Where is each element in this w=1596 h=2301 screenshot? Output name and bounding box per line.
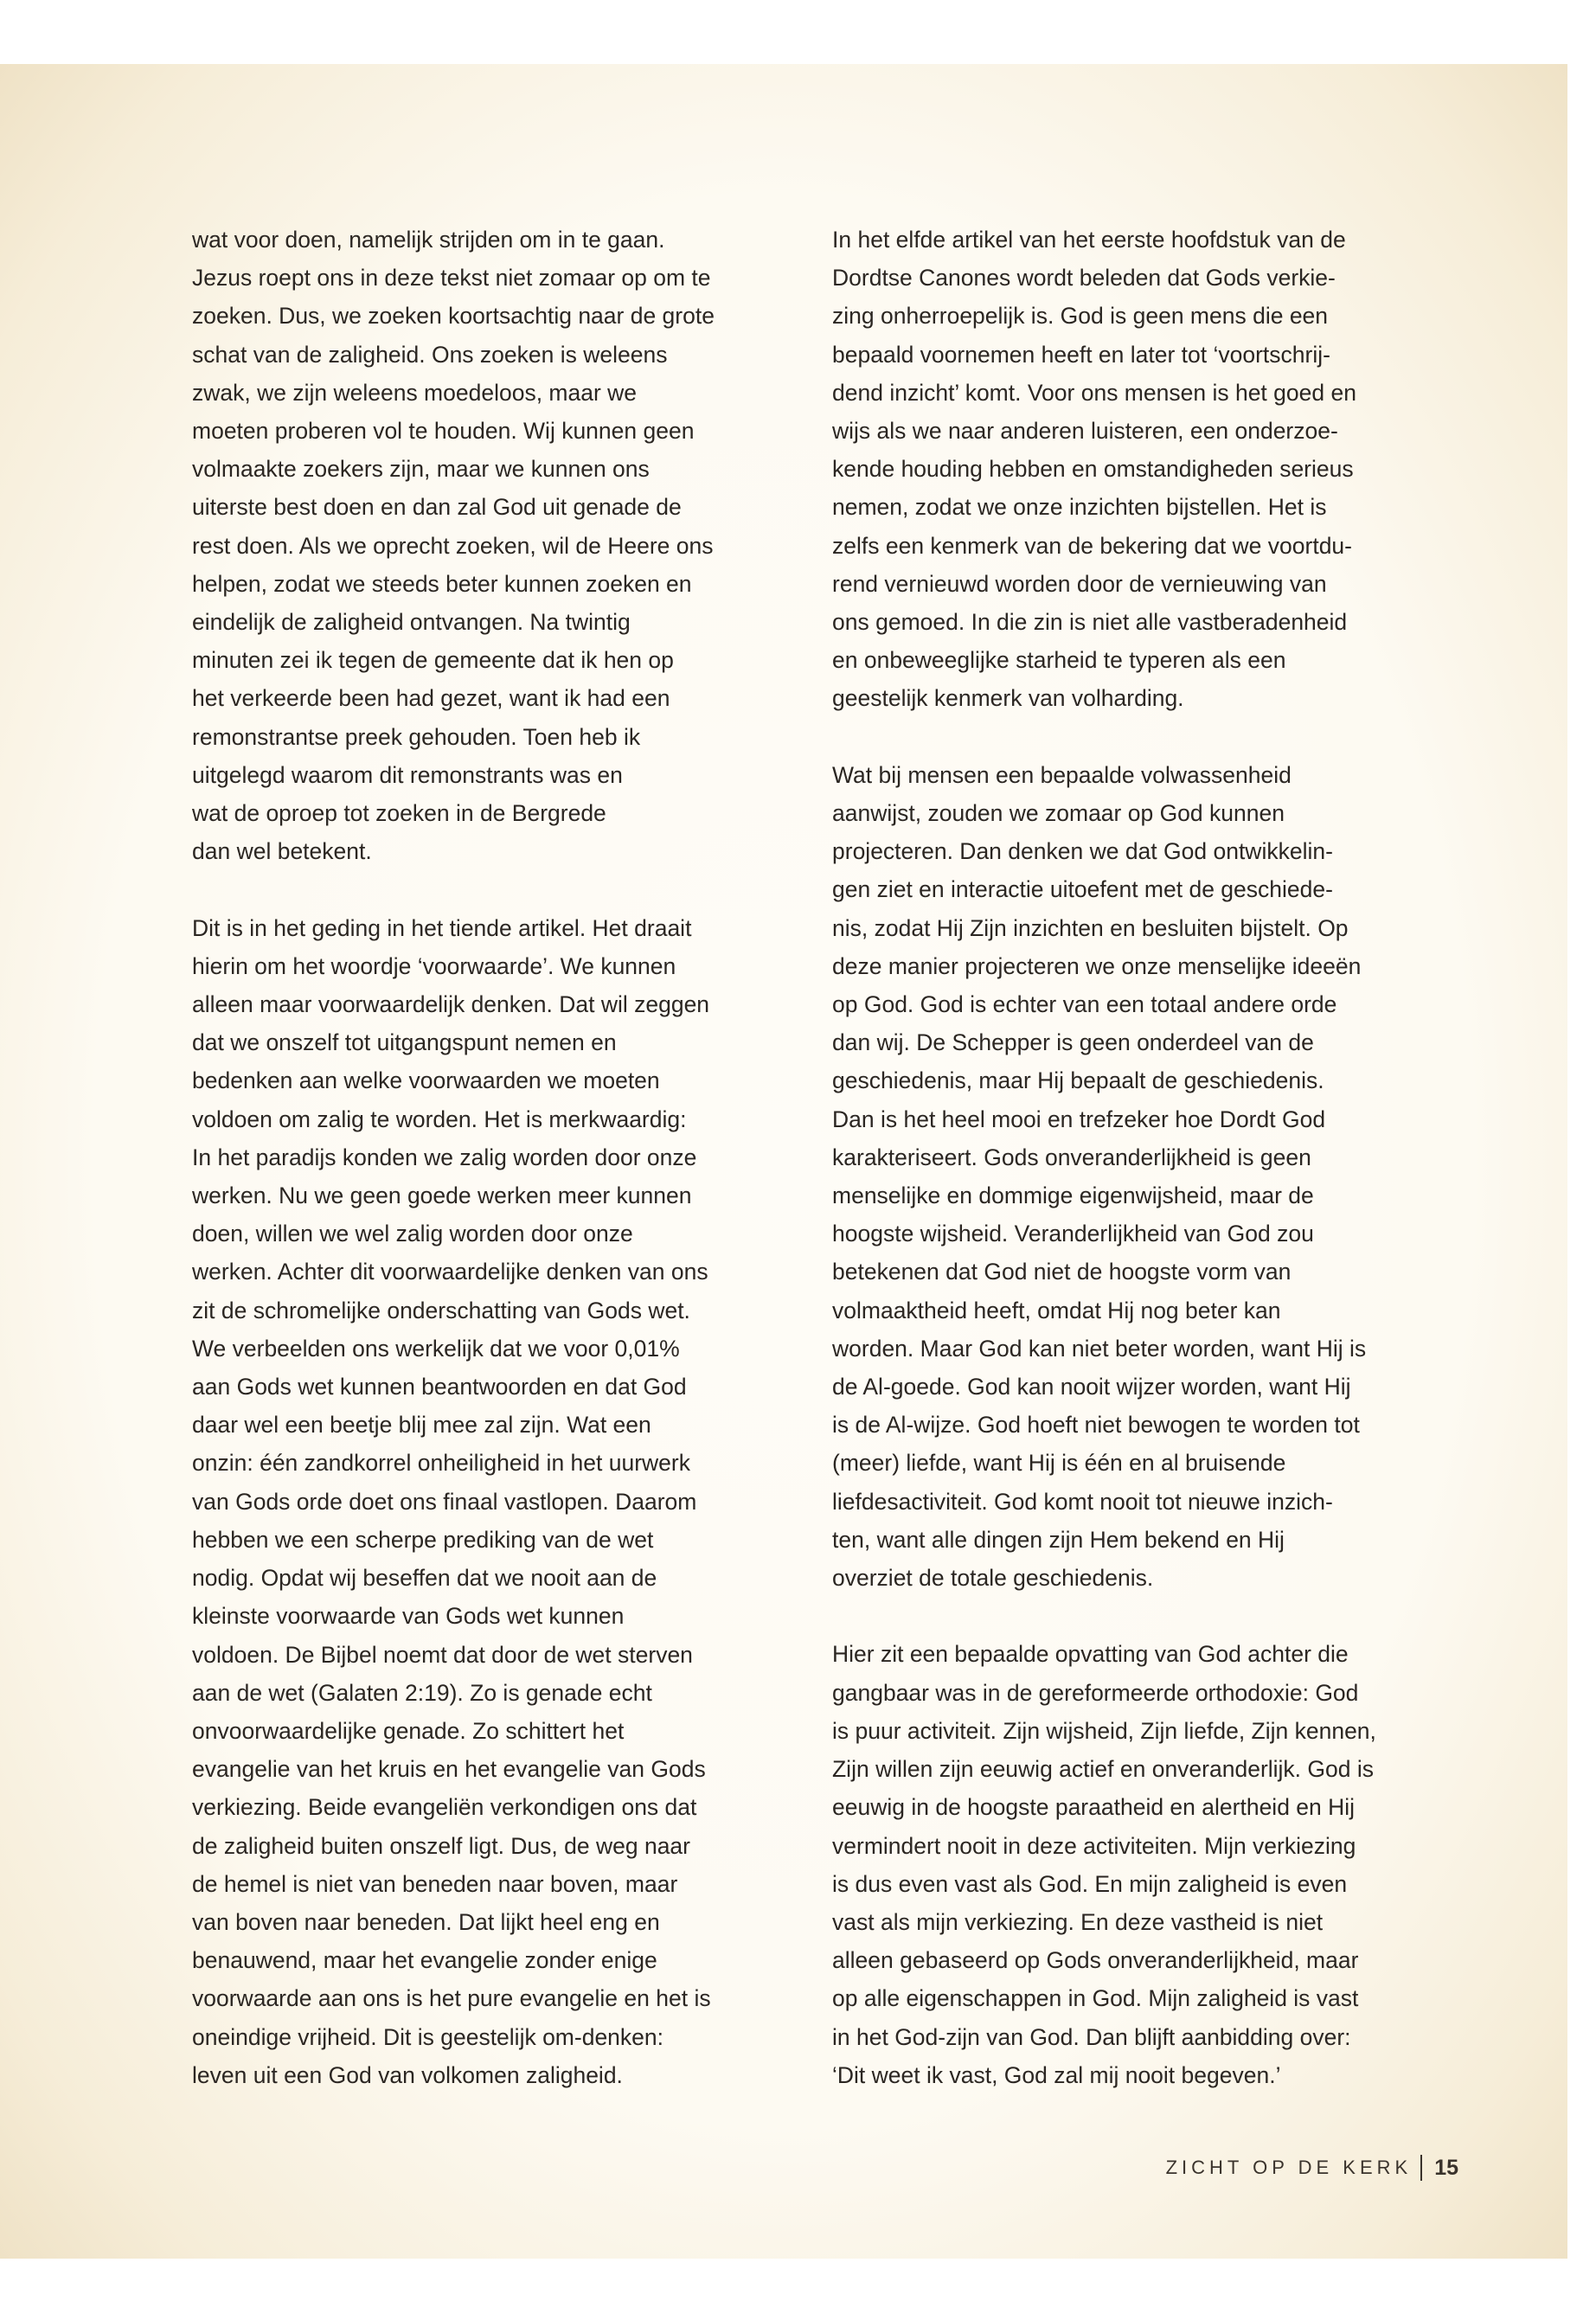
text-line: dend inzicht’ komt. Voor ons mensen is het goed en [832,379,1356,406]
text-line: helpen, zodat we steeds beter kunnen zoeken en [192,570,692,597]
text-line: hierin om het woordje ‘voorwaarde’. We kunnen [192,952,676,979]
text-line: kende houding hebben en omstandigheden serieus [832,456,1354,483]
text-line: is dus even vast als God. En mijn zaligheid is even [832,1870,1348,1897]
text-line: onzin: één zandkorrel onheiligheid in het uurwerk [192,1450,690,1477]
text-line: Dordtse Canones wordt beleden dat Gods verkie- [832,265,1336,292]
text-line: ‘Dit weet ik vast, God zal mij nooit begeven.’ [832,2061,1281,2088]
magazine-page [0,64,1567,2259]
text-line: zit de schromelijke onderschatting van Gods wet. [192,1297,690,1324]
text-line: aan Gods wet kunnen beantwoorden en dat God [192,1374,687,1400]
text-line: deze manier projecteren we onze menselijke ideeën [832,952,1362,979]
text-line: onvoorwaardelijke genade. Zo schittert het [192,1717,625,1744]
text-line: We verbeelden ons werkelijk dat we voor 0,01% [192,1335,680,1362]
text-line: liefdesactiviteit. God komt nooit tot nieuwe inzich- [832,1488,1333,1515]
text-line: vermindert nooit in deze activiteiten. Mijn verkiezing [832,1832,1356,1859]
text-line: op God. God is echter van een totaal andere orde [832,991,1337,1018]
text-line: bepaald voornemen heeft en later tot ‘voortschrij- [832,341,1330,368]
text-line: zing onherroepelijk is. God is geen mens die een [832,303,1329,330]
text-line: nodig. Opdat wij beseffen dat we nooit aan de [192,1565,657,1592]
text-line: zoeken. Dus, we zoeken koortsachtig naar de grote [192,303,715,330]
text-line: werken. Achter dit voorwaardelijke denken van ons [192,1259,708,1285]
text-line: volmaakte zoekers zijn, maar we kunnen ons [192,456,650,483]
paragraph [192,909,767,2094]
text-line: hoogste wijsheid. Veranderlijkheid van God zou [832,1221,1314,1247]
text-line: eeuwig in de hoogste paraatheid en alertheid en Hij [832,1794,1356,1821]
text-line: In het paradijs konden we zalig worden door onze [192,1144,697,1170]
text-line: is de Al-wijze. God hoeft niet bewogen te worden tot [832,1412,1360,1439]
text-line: worden. Maar God kan niet beter worden, want Hij is [832,1335,1367,1362]
text-line: oneindige vrijheid. Dit is geestelijk om-denken: [192,2023,664,2050]
text-line: zelfs een kenmerk van de bekering dat we voortdu- [832,532,1352,559]
text-line: de hemel is niet van beneden naar boven, maar [192,1870,678,1897]
text-line: gen ziet en interactie uitoefent met de geschiede- [832,876,1333,903]
text-line: de Al-goede. God kan nooit wijzer worden, want Hij [832,1374,1351,1400]
text-line: het verkeerde been had gezet, want ik had een [192,685,670,712]
text-line: kleinste voorwaarde van Gods wet kunnen [192,1603,625,1630]
magazine-title: ZICHT OP DE KERK [1165,2157,1413,2178]
text-line: wat de oproep tot zoeken in de Bergrede [192,800,606,827]
paragraph [832,1635,1407,2093]
text-line: benauwend, maar het evangelie zonder enige [192,1947,657,1974]
text-line: leven uit een God van volkomen zaligheid. [192,2061,623,2088]
text-line: voldoen. De Bijbel noemt dat door de wet sterven [192,1641,693,1668]
text-line: eindelijk de zaligheid ontvangen. Na twintig [192,609,631,636]
text-line: ten, want alle dingen zijn Hem bekend en Hij [832,1526,1285,1553]
page-number: 15 [1434,2155,1458,2180]
text-line: nemen, zodat we onze inzichten bijstellen. Het is [832,494,1327,521]
text-line: vast als mijn verkiezing. En deze vastheid is niet [832,1908,1324,1935]
text-line: de zaligheid buiten onszelf ligt. Dus, de weg naar [192,1832,690,1859]
text-line: van Gods orde doet ons finaal vastlopen. Daarom [192,1488,697,1515]
text-line: dan wij. De Schepper is geen onderdeel van de [832,1029,1314,1056]
text-line: remonstrantse preek gehouden. Toen heb ik [192,723,641,750]
text-line: aanwijst, zouden we zomaar op God kunnen [832,800,1285,827]
text-line: ons gemoed. In die zin is niet alle vastberadenheid [832,609,1348,636]
paragraph [832,221,1407,718]
text-line: Jezus roept ons in deze tekst niet zomaar op om te [192,265,711,292]
text-line: daar wel een beetje blij mee zal zijn. Wat een [192,1412,651,1439]
left-text-column [192,221,767,2094]
text-line: menselijke en dommige eigenwijsheid, maar de [832,1183,1314,1209]
text-line: Hier zit een bepaalde opvatting van God achter die [832,1641,1349,1668]
text-line: nis, zodat Hij Zijn inzichten en besluiten bijstelt. Op [832,914,1349,941]
text-line: geschiedenis, maar Hij bepaalt de geschiedenis. [832,1067,1324,1094]
page-footer [1166,2155,1458,2181]
text-line: minuten zei ik tegen de gemeente dat ik hen op [192,647,674,674]
paragraph [192,221,767,870]
text-line: hebben we een scherpe prediking van de wet [192,1526,654,1553]
text-line: wijs als we naar anderen luisteren, een onderzoe- [832,418,1338,445]
text-line: betekenen dat God niet de hoogste vorm van [832,1259,1292,1285]
text-line: projecteren. Dan denken we dat God ontwikkelin- [832,838,1333,865]
footer-divider [1420,2155,1422,2181]
text-line: rest doen. Als we oprecht zoeken, wil de Heere ons [192,532,714,559]
text-line: karakteriseert. Gods onveranderlijkheid is geen [832,1144,1311,1170]
text-line: evangelie van het kruis en het evangelie van Gods [192,1756,706,1783]
text-line: rend vernieuwd worden door de vernieuwing van [832,570,1327,597]
text-line: wat voor doen, namelijk strijden om in te gaan. [192,227,665,253]
text-line: voldoen om zalig te worden. Het is merkwaardig: [192,1106,687,1132]
text-line: geestelijk kenmerk van volharding. [832,685,1184,712]
text-line: van boven naar beneden. Dat lijkt heel eng en [192,1908,660,1935]
text-line: uitgelegd waarom dit remonstrants was en [192,761,623,788]
text-line: Dit is in het geding in het tiende artikel. Het draait [192,914,692,941]
text-line: moeten proberen vol te houden. Wij kunnen geen [192,418,695,445]
text-line: gangbaar was in de gereformeerde orthodoxie: God [832,1679,1359,1706]
text-line: Wat bij mensen een bepaalde volwassenheid [832,761,1292,788]
text-line: overziet de totale geschiedenis. [832,1565,1154,1592]
text-line: verkiezing. Beide evangeliën verkondigen ons dat [192,1794,697,1821]
text-line: Zijn willen zijn eeuwig actief en onveranderlijk. God is [832,1756,1374,1783]
text-line: dan wel betekent. [192,838,372,865]
text-line: (meer) liefde, want Hij is één en al bruisende [832,1450,1286,1477]
right-text-column [832,221,1407,2094]
text-line: bedenken aan welke voorwaarden we moeten [192,1067,660,1094]
text-line: volmaaktheid heeft, omdat Hij nog beter kan [832,1297,1281,1324]
text-line: Dan is het heel mooi en trefzeker hoe Dordt God [832,1106,1326,1132]
text-line: is puur activiteit. Zijn wijsheid, Zijn liefde, Zijn kennen, [832,1717,1376,1744]
text-line: schat van de zaligheid. Ons zoeken is weleens [192,341,668,368]
text-line: In het elfde artikel van het eerste hoofdstuk van de [832,227,1346,253]
text-line: voorwaarde aan ons is het pure evangelie en het is [192,1985,711,2012]
text-line: doen, willen we wel zalig worden door onze [192,1221,633,1247]
paragraph [832,756,1407,1597]
text-line: alleen gebaseerd op Gods onveranderlijkheid, maar [832,1947,1359,1974]
text-line: en onbeweeglijke starheid te typeren als een [832,647,1286,674]
text-line: dat we onszelf tot uitgangspunt nemen en [192,1029,617,1056]
text-line: zwak, we zijn weleens moedeloos, maar we [192,379,638,406]
text-line: aan de wet (Galaten 2:19). Zo is genade echt [192,1679,652,1706]
text-line: op alle eigenschappen in God. Mijn zaligheid is vast [832,1985,1359,2012]
text-line: uiterste best doen en dan zal God uit genade de [192,494,682,521]
text-line: in het God-zijn van God. Dan blijft aanbidding over: [832,2023,1351,2050]
text-line: alleen maar voorwaardelijk denken. Dat wil zeggen [192,991,710,1018]
text-line: werken. Nu we geen goede werken meer kunnen [192,1183,692,1209]
